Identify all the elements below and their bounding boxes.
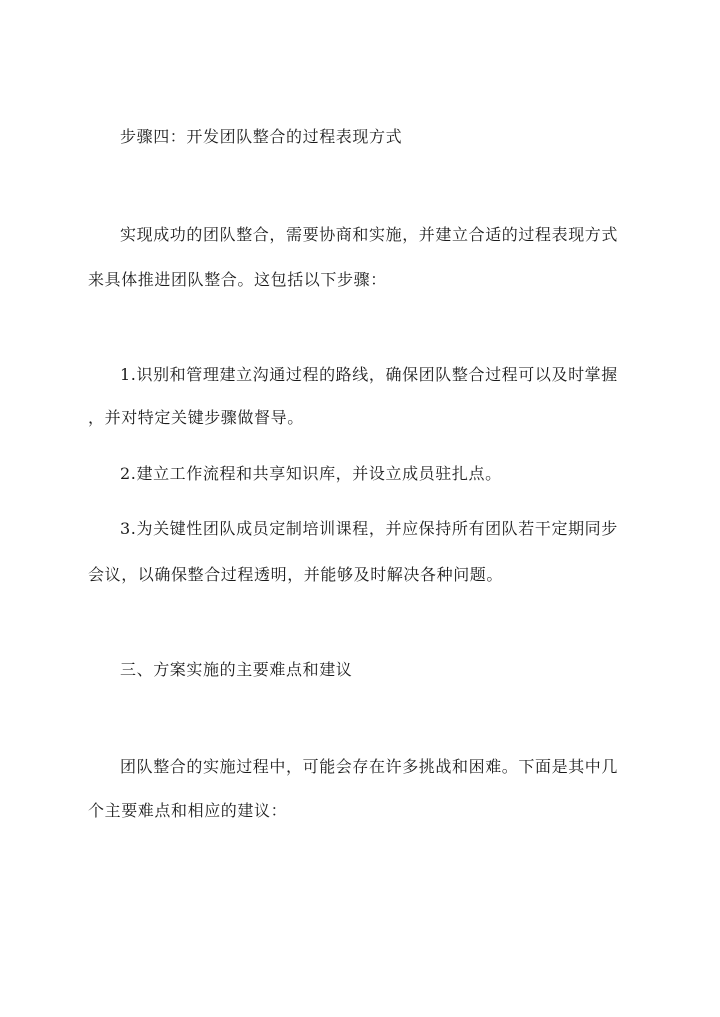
list-item-3-line-2: 会议，以确保整合过程透明，并能够及时解决各种问题。 bbox=[88, 565, 504, 584]
list-item-1-line-1: 1.识别和管理建立沟通过程的路线，确保团队整合过程可以及时掌握 bbox=[120, 365, 618, 384]
list-item-3-line-1: 3.为关键性团队成员定制培训课程，并应保持所有团队若干定期同步 bbox=[120, 519, 618, 538]
step-heading: 步骤四：开发团队整合的过程表现方式 bbox=[120, 127, 403, 146]
section-heading: 三、方案实施的主要难点和建议 bbox=[120, 660, 353, 679]
intro-paragraph-line-2: 来具体推进团队整合。这包括以下步骤： bbox=[88, 270, 387, 289]
intro-paragraph-line-1: 实现成功的团队整合，需要协商和实施，并建立合适的过程表现方式 bbox=[120, 225, 619, 244]
list-item-1-line-2: ，并对特定关键步骤做督导。 bbox=[88, 408, 304, 427]
challenges-paragraph-line-1: 团队整合的实施过程中，可能会存在许多挑战和困难。下面是其中几 bbox=[120, 757, 619, 776]
challenges-paragraph-line-2: 个主要难点和相应的建议： bbox=[88, 801, 288, 820]
list-item-2: 2.建立工作流程和共享知识库，并设立成员驻扎点。 bbox=[120, 464, 502, 483]
